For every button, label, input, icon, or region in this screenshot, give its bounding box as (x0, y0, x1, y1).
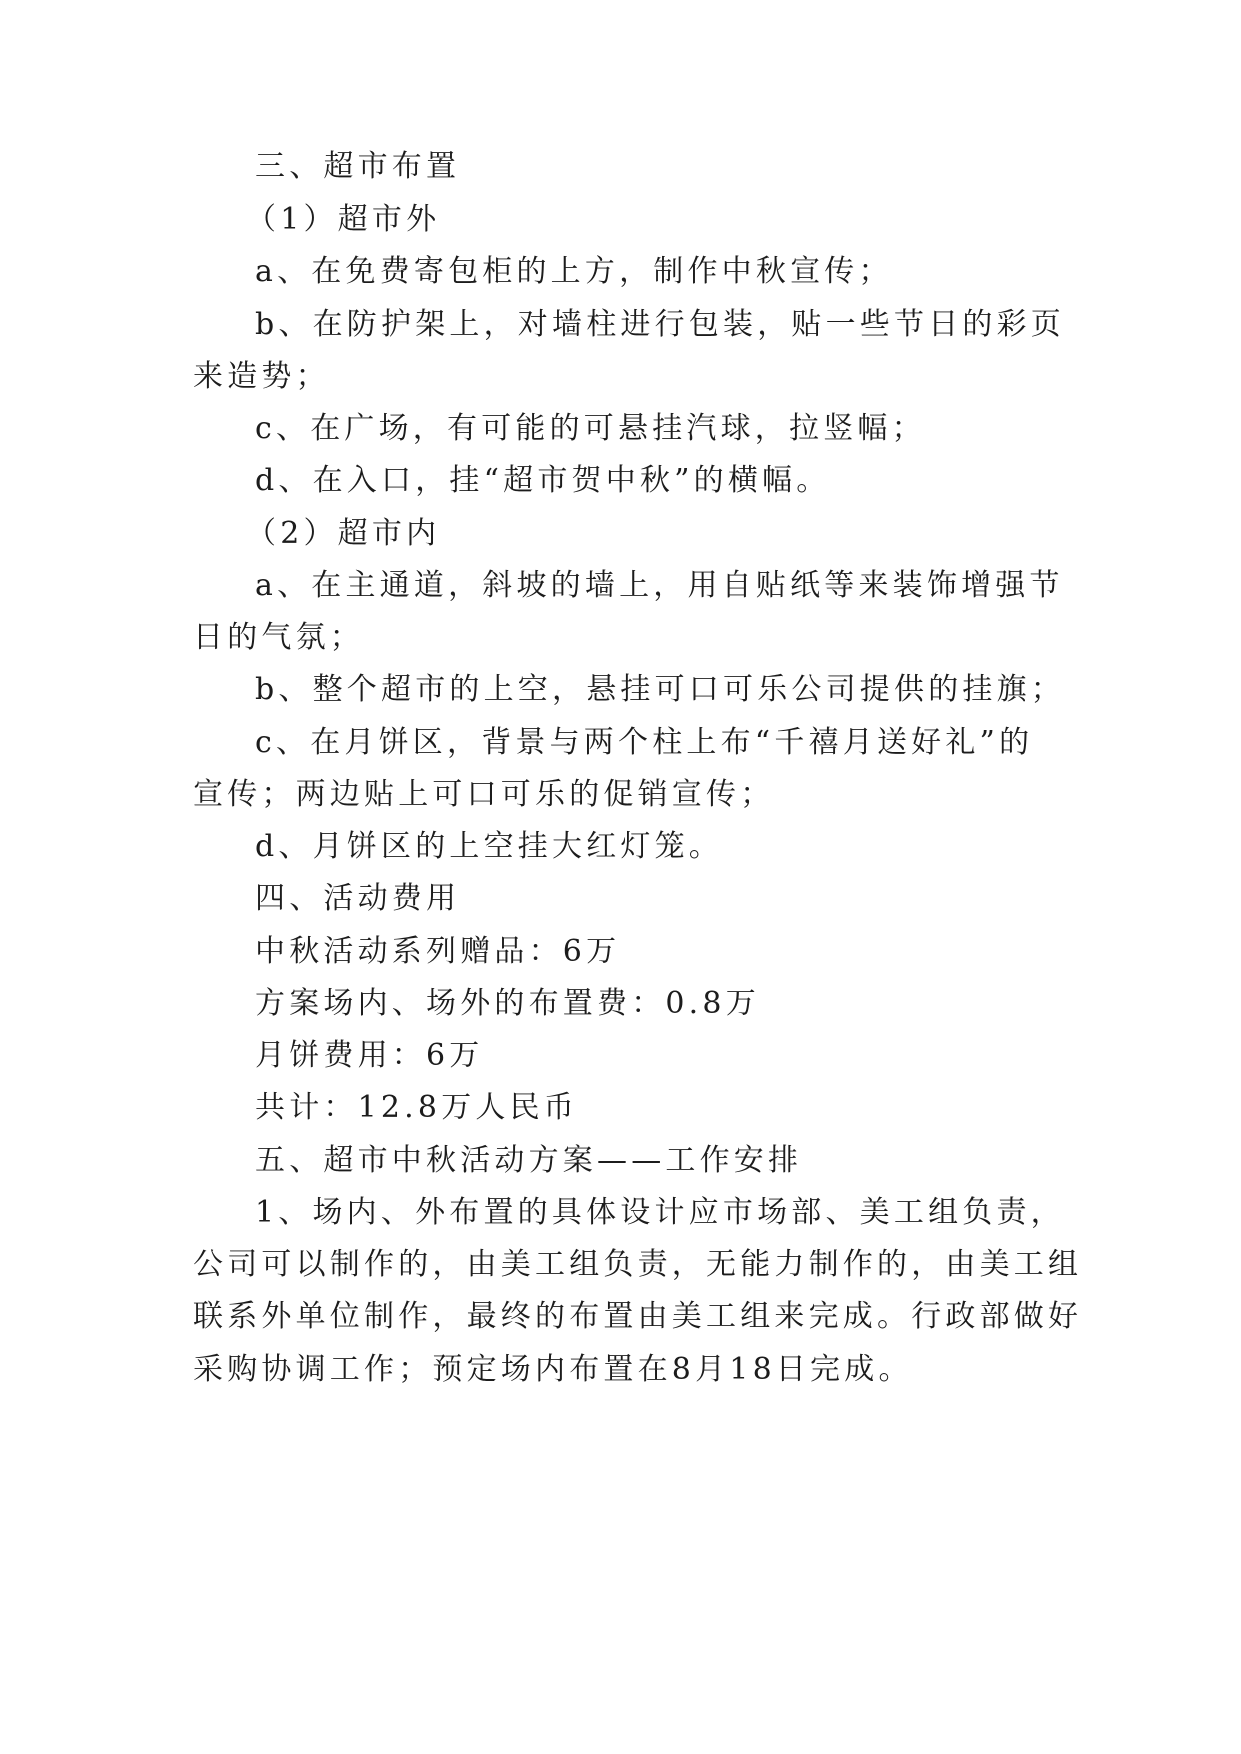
paragraph-line: 1、场内、外布置的具体设计应市场部、美工组负责， (255, 1195, 1065, 1230)
paragraph-line: a、在主通道，斜坡的墙上，用自贴纸等来装饰增强节 (255, 568, 1064, 603)
section-heading: 三、超市布置 (255, 149, 461, 184)
subsection-heading: （1）超市外 (246, 202, 441, 237)
paragraph-line: 日的气氛； (193, 620, 364, 655)
paragraph-line: c、在月饼区，背景与两个柱上布“千禧月送好礼”的 (255, 725, 1034, 760)
paragraph-line: 联系外单位制作，最终的布置由美工组来完成。行政部做好 (193, 1299, 1083, 1334)
subsection-heading: （2）超市内 (246, 516, 441, 551)
paragraph-line: c、在广场，有可能的可悬挂汽球，拉竖幅； (255, 411, 926, 446)
section-heading: 五、超市中秋活动方案——工作安排 (255, 1143, 803, 1178)
paragraph-line: 宣传；两边贴上可口可乐的促销宣传； (193, 777, 775, 812)
paragraph-line: b、在防护架上，对墙柱进行包装，贴一些节日的彩页 (255, 307, 1066, 342)
paragraph-line: d、月饼区的上空挂大红灯笼。 (255, 829, 724, 864)
paragraph-line: b、整个超市的上空，悬挂可口可乐公司提供的挂旗； (255, 672, 1066, 707)
paragraph-line: 采购协调工作；预定场内布置在8月18日完成。 (193, 1352, 913, 1387)
paragraph-line: 来造势； (193, 359, 330, 394)
cost-item: 方案场内、场外的布置费：0.8万 (255, 986, 760, 1021)
paragraph-line: d、在入口，挂“超市贺中秋”的横幅。 (255, 463, 831, 498)
cost-item: 中秋活动系列赠品：6万 (255, 934, 621, 969)
paragraph-line: a、在免费寄包柜的上方，制作中秋宣传； (255, 254, 893, 289)
cost-item: 月饼费用：6万 (255, 1038, 484, 1073)
cost-total: 共计：12.8万人民币 (255, 1090, 578, 1125)
paragraph-line: 公司可以制作的，由美工组负责，无能力制作的，由美工组 (193, 1247, 1083, 1282)
section-heading: 四、活动费用 (255, 881, 461, 916)
